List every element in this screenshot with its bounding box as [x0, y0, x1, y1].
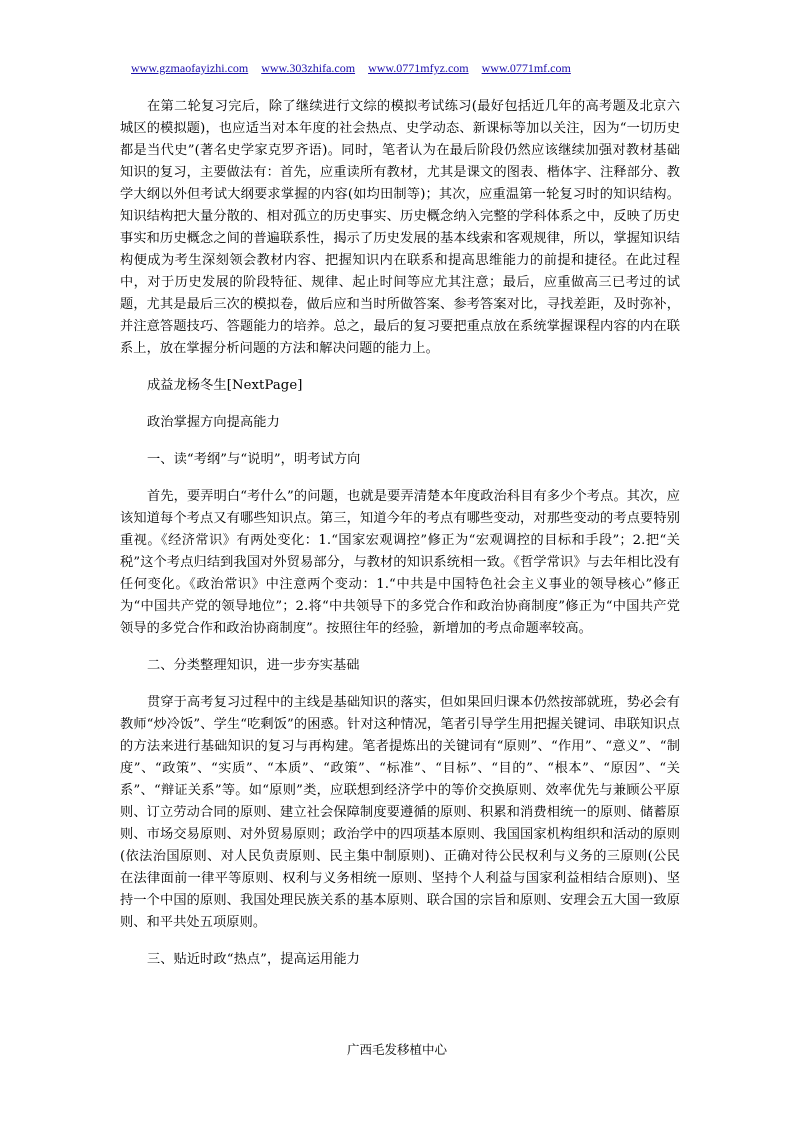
section-heading-2: 二、分类整理知识，进一步夯实基础 [147, 658, 360, 673]
header-link-2[interactable]: www.303zhifa.com [261, 61, 356, 75]
header-link-1[interactable]: www.gzmaofayizhi.com [131, 61, 249, 75]
paragraph-exam-outline: 首先，要弄明白“考什么”的问题，也就是要弄清楚本年度政治科目有多少个考点。其次，应该知道每个考点又有哪些知识点。第三，知道今年的考点有哪些变动，对那些变动的考点要特别重视。《经济常识》有两处变化：1.“国家宏观调控”修正为“宏观调控的目标和手段”；2.把“关税”这个考点归结到我国对外贸易部分，与教材的知识系统相一致。《哲学常识》与去年相比没有任何变化。《政治常识》中注意两个变动：1.“中共是中国特色社会主义事业的领导核心”修正为“中国共产党的领导地位”；2.将“中共领导下的多党合作和政治协商制度”修正为“中国共产党领导的多党合作和政治协商制度”。按照往年的经验，新增加的考点命题率较高。 [120, 489, 680, 636]
author-line: 成益龙杨冬生[NextPage] [147, 378, 303, 393]
paragraph-knowledge-organize: 贯穿于高考复习过程中的主线是基础知识的落实，但如果回归课本仍然按部就班，势必会有教师“炒冷饭”、学生“吃剩饭”的困惑。针对这种情况，笔者引导学生用把握关键词、串联知识点的方法来进行基础知识的复习与再构建。笔者提炼出的关键词有“原则”、“作用”、“意义”、“制度”、“政策”、“实质”、“本质”、“政策”、“标准”、“目标”、“目的”、“根本”、“原因”、“关系”、“辩证关系”等。如“原则”类，应联想到经济学中的等价交换原则、效率优先与兼顾公平原则、订立劳动合同的原则、建立社会保障制度要遵循的原则、积累和消费相统一的原则、储蓄原则、市场交易原则、对外贸易原则；政治学中的四项基本原则、我国国家机构组织和活动的原则(依法治国原则、对人民负责原则、民主集中制原则)、正确对待公民权利与义务的三原则(公民在法律面前一律平等原则、权利与义务相统一原则、坚持个人利益与国家利益相结合原则)、坚持一个中国的原则、我国处理民族关系的基本原则、联合国的宗旨和原则、安理会五大国一致原则、和平共处五项原则。 [120, 695, 680, 930]
section-heading-3: 三、贴近时政“热点”，提高运用能力 [147, 952, 360, 967]
header-link-3[interactable]: www.0771mfyz.com [368, 61, 469, 75]
page-footer: 广西毛发移植中心 [346, 1042, 447, 1057]
header-links [131, 60, 581, 76]
paragraph-history-review: 在第二轮复习完后，除了继续进行文综的模拟考试练习(最好包括近几年的高考题及北京六城区的模拟题)，也应适当对本年度的社会热点、史学动态、新课标等加以关注，因为“一切历史都是当代史”(著名史学家克罗齐语)。同时，笔者认为在最后阶段仍然应该继续加强对教材基础知识的复习，主要做法有：首先，应重读所有教材，尤其是课文的图表、楷体字、注释部分、教学大纲以外但考试大纲要求掌握的内容(如均田制等)；其次，应重温第一轮复习时的知识结构。知识结构把大量分散的、相对孤立的历史事实、历史概念纳入完整的学科体系之中，反映了历史事实和历史概念之间的普遍联系性，揭示了历史发展的基本线索和客观规律，所以，掌握知识结构便成为考生深刻领会教材内容、把握知识内在联系和提高思维能力的前提和捷径。在此过程中，对于历史发展的阶段特征、规律、起止时间等应尤其注意；最后，应重做高三已考过的试题，尤其是最后三次的模拟卷，做后应和当时所做答案、参考答案对比，寻找差距，及时弥补，并注意答题技巧、答题能力的培养。总之，最后的复习要把重点放在系统掌握课程内容的内在联系上，放在掌握分析问题的方法和解决问题的能力上。 [120, 99, 680, 356]
section-heading-1: 一、读“考纲”与“说明”，明考试方向 [147, 452, 361, 467]
article-title: 政治掌握方向提高能力 [147, 415, 280, 430]
header-link-4[interactable]: www.0771mf.com [481, 61, 571, 75]
article-body [120, 96, 680, 986]
